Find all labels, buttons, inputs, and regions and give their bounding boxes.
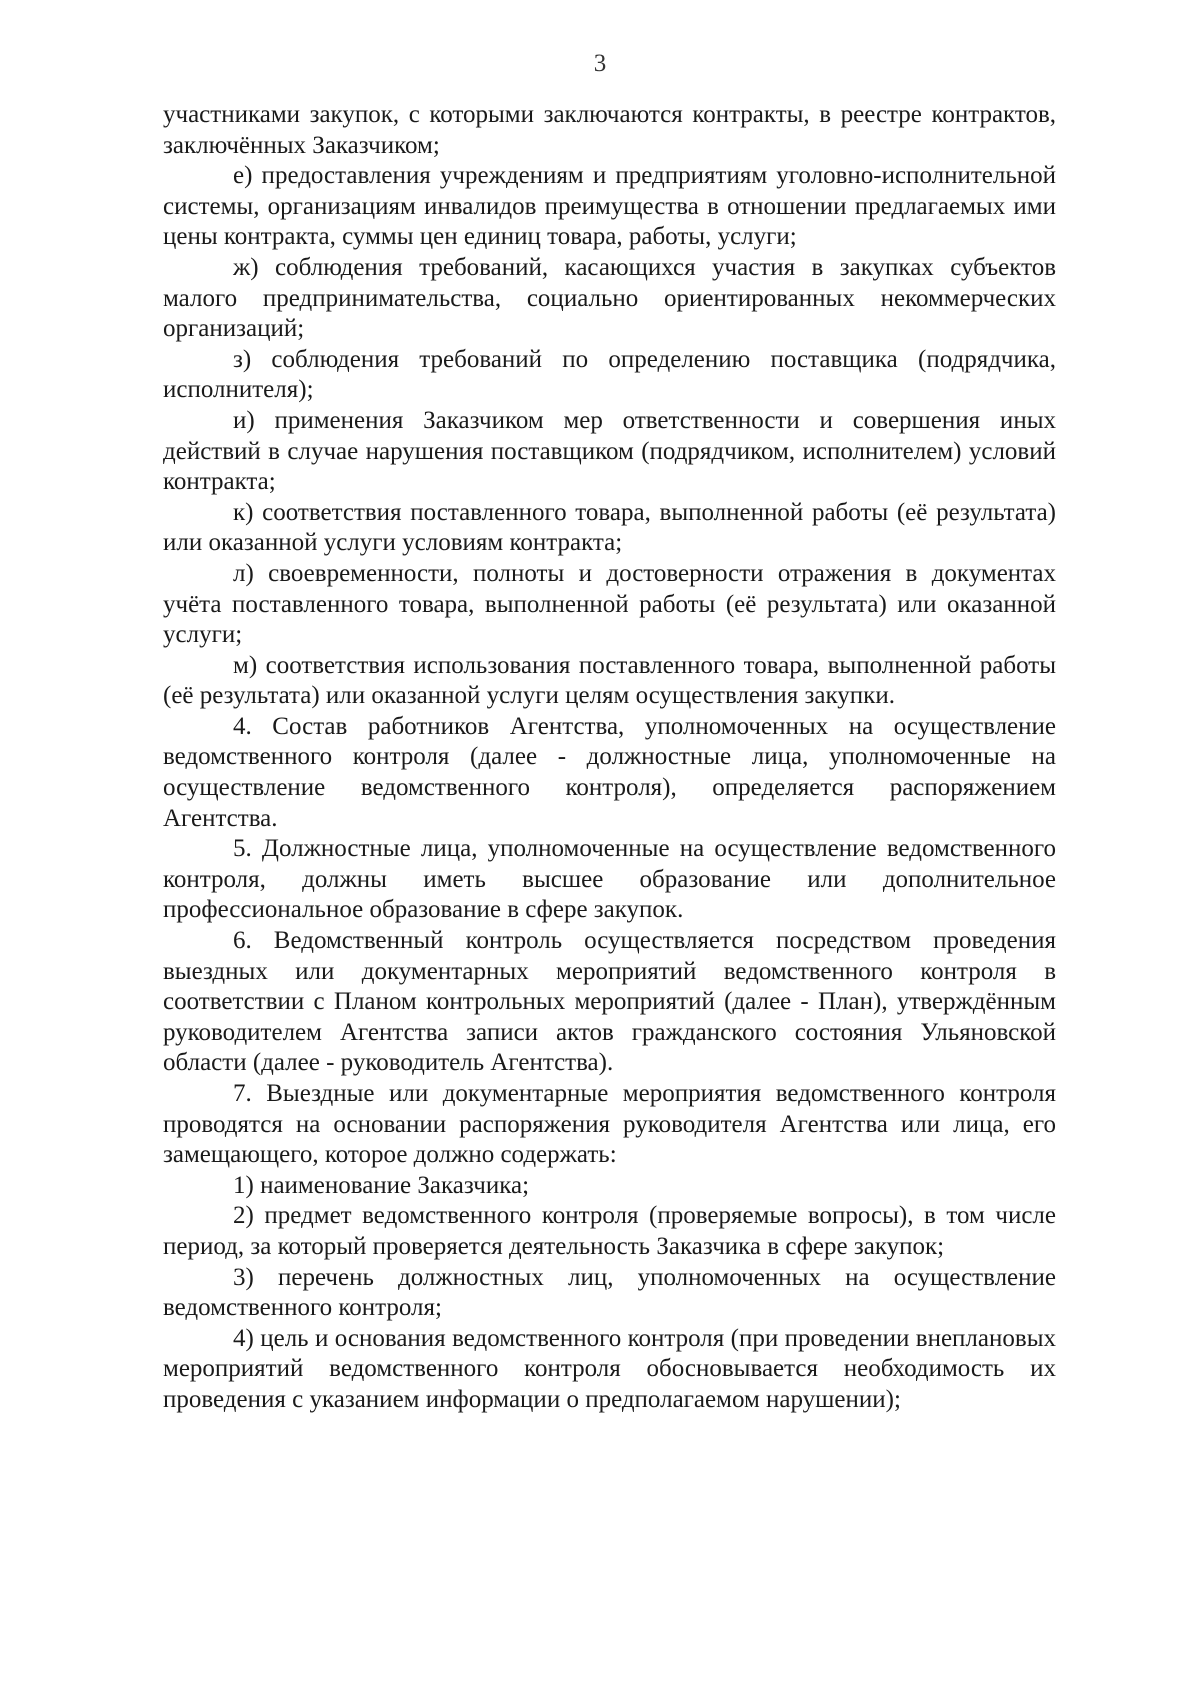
document-body xyxy=(163,100,1056,1416)
paragraph-7: 7. Выездные или документарные мероприятия ведомственного контроля проводятся на основании распоряжения руководителя Агентства или лица, его замещающего, которое должно содержать: xyxy=(163,1080,1056,1169)
paragraph-7-item-1: 1) наименование Заказчика; xyxy=(233,1171,530,1199)
paragraph-item-k: к) соответствия поставленного товара, выполненной работы (её результата) или оказанной услуги условиям контракта; xyxy=(163,498,1056,557)
paragraph-7-item-3: 3) перечень должностных лиц, уполномоченных на осуществление ведомственного контроля; xyxy=(163,1263,1056,1322)
paragraph-7-item-4: 4) цель и основания ведомственного контроля (при проведении внеплановых мероприятий ведомственного контроля обосновывается необходимость их проведения с указанием информации о предполагаемом нарушении); xyxy=(163,1324,1056,1413)
paragraph-item-e: е) предоставления учреждениям и предприятиям уголовно-исполнительной системы, организациям инвалидов преимущества в отношении предлагаемых ими цены контракта, суммы цен единиц товара, работы, услуги; xyxy=(163,162,1056,251)
paragraph-item-i: и) применения Заказчиком мер ответственности и совершения иных действий в случае нарушения поставщиком (подрядчиком, исполнителем) условий контракта; xyxy=(163,406,1056,496)
page-number: 3 xyxy=(593,50,607,77)
paragraph-7-item-2: 2) предмет ведомственного контроля (проверяемые вопросы), в том числе период, за который проверяется деятельность Заказчика в сфере закупок; xyxy=(163,1202,1056,1260)
paragraph-item-z: з) соблюдения требований по определению поставщика (подрядчика, исполнителя); xyxy=(163,345,1056,404)
paragraph-6: 6. Ведомственный контроль осуществляется посредством проведения выездных или документарных мероприятий ведомственного контроля в соответствии с Планом контрольных мероприятий (далее - План), утверждённым руководителем Агентства записи актов гражданского состояния Ульяновской области (далее - руководитель Агентства). xyxy=(163,927,1056,1077)
paragraph-item-m: м) соответствия использования поставленного товара, выполненной работы (её результата) или оказанной услуги целям осуществления закупки. xyxy=(163,651,1056,710)
paragraph-continuation: участниками закупок, с которыми заключаются контракты, в реестре контрактов, заключённых Заказчиком; xyxy=(163,101,1056,159)
paragraph-item-l: л) своевременности, полноты и достоверности отражения в документах учёта поставленного товара, выполненной работы (её результата) или оказанной услуги; xyxy=(163,559,1056,649)
paragraph-4: 4. Состав работников Агентства, уполномоченных на осуществление ведомственного контроля (далее - должностные лица, уполномоченные на осуществление ведомственного контроля), определяется распоряжением Агентства. xyxy=(163,712,1056,832)
paragraph-item-zh: ж) соблюдения требований, касающихся участия в закупках субъектов малого предпринимательства, социально ориентированных некоммерческих организаций; xyxy=(163,253,1056,343)
paragraph-5: 5. Должностные лица, уполномоченные на осуществление ведомственного контроля, должны иметь высшее образование или дополнительное профессиональное образование в сфере закупок. xyxy=(163,835,1056,924)
